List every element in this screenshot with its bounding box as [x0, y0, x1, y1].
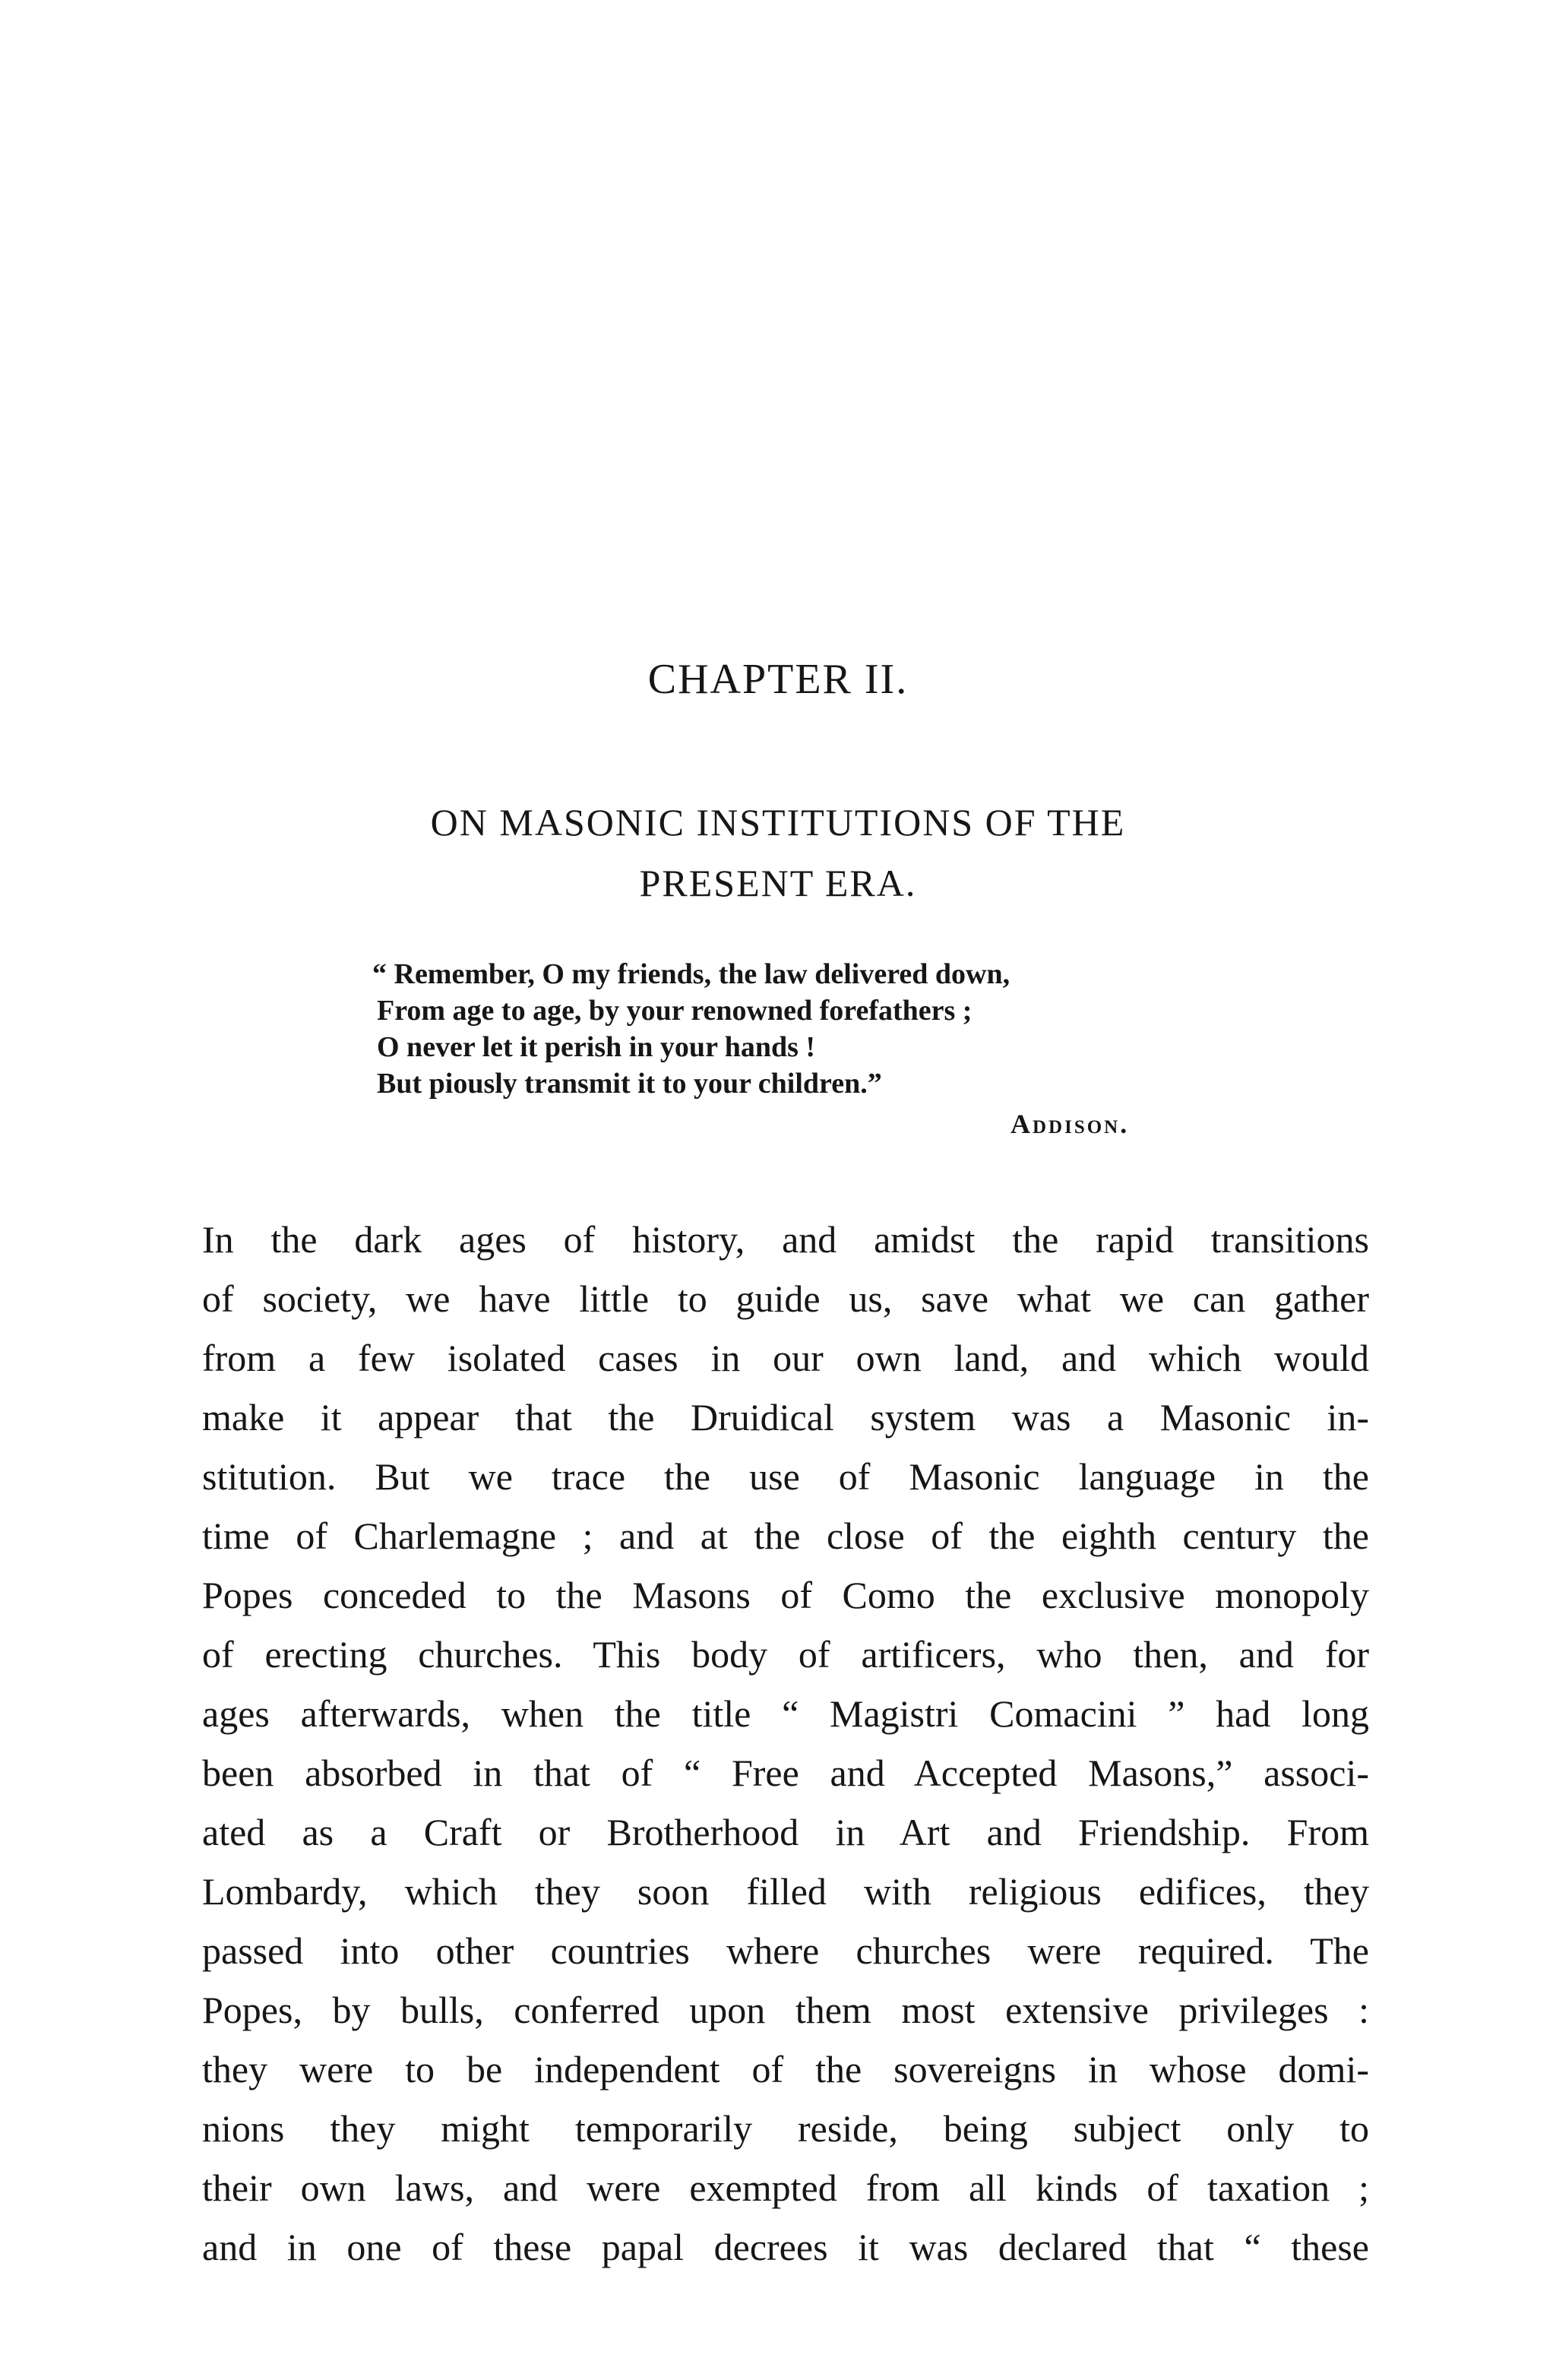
body-line: ages afterwards, when the title “ Magistri Comacini ” had long [202, 1692, 1369, 1735]
body-line: and in one of these papal decrees it was declared that “ these [202, 2226, 1369, 2268]
chapter-subtitle-line-2: PRESENT ERA. [639, 862, 917, 904]
epigraph-line: From age to age, by your renowned forefathers ; [377, 995, 972, 1027]
body-line: ated as a Craft or Brotherhood in Art and Friendship. From [202, 1811, 1369, 1853]
body-line: In the dark ages of history, and amidst the rapid transitions [202, 1218, 1369, 1261]
body-line: stitution. But we trace the use of Masonic language in the [202, 1455, 1369, 1498]
epigraph-attribution: Addison. [1010, 1109, 1130, 1139]
body-line: make it appear that the Druidical system was a Masonic in- [202, 1396, 1369, 1438]
body-line: nions they might temporarily reside, being subject only to [202, 2107, 1369, 2150]
body-line: Lombardy, which they soon filled with religious edifices, they [202, 1870, 1369, 1913]
epigraph-line: But piously transmit it to your children.” [377, 1068, 882, 1100]
body-line: of society, we have little to guide us, save what we can gather [202, 1277, 1369, 1320]
body-line: they were to be independent of the sovereigns in whose domi- [202, 2048, 1369, 2090]
body-line: Popes conceded to the Masons of Como the exclusive monopoly [202, 1574, 1369, 1616]
epigraph [372, 956, 1269, 1102]
body-paragraph [202, 1210, 1369, 2277]
epigraph-line: “ Remember, O my friends, the law delivered down, [372, 958, 1010, 990]
chapter-subtitle [0, 792, 1556, 913]
body-line: from a few isolated cases in our own land, and which would [202, 1337, 1369, 1379]
chapter-title: CHAPTER II. [647, 656, 909, 703]
body-line: passed into other countries where churches were required. The [202, 1929, 1369, 1972]
body-line: their own laws, and were exempted from all kinds of taxation ; [202, 2166, 1369, 2209]
body-line: time of Charlemagne ; and at the close of the eighth century the [202, 1514, 1369, 1557]
body-line: Popes, by bulls, conferred upon them most extensive privileges : [202, 1989, 1369, 2031]
chapter-subtitle-line-1: ON MASONIC INSTITUTIONS OF THE [430, 801, 1126, 843]
body-line: been absorbed in that of “ Free and Accepted Masons,” associ- [202, 1752, 1369, 1794]
body-line: of erecting churches. This body of artificers, who then, and for [202, 1633, 1369, 1676]
epigraph-line: O never let it perish in your hands ! [377, 1031, 816, 1063]
